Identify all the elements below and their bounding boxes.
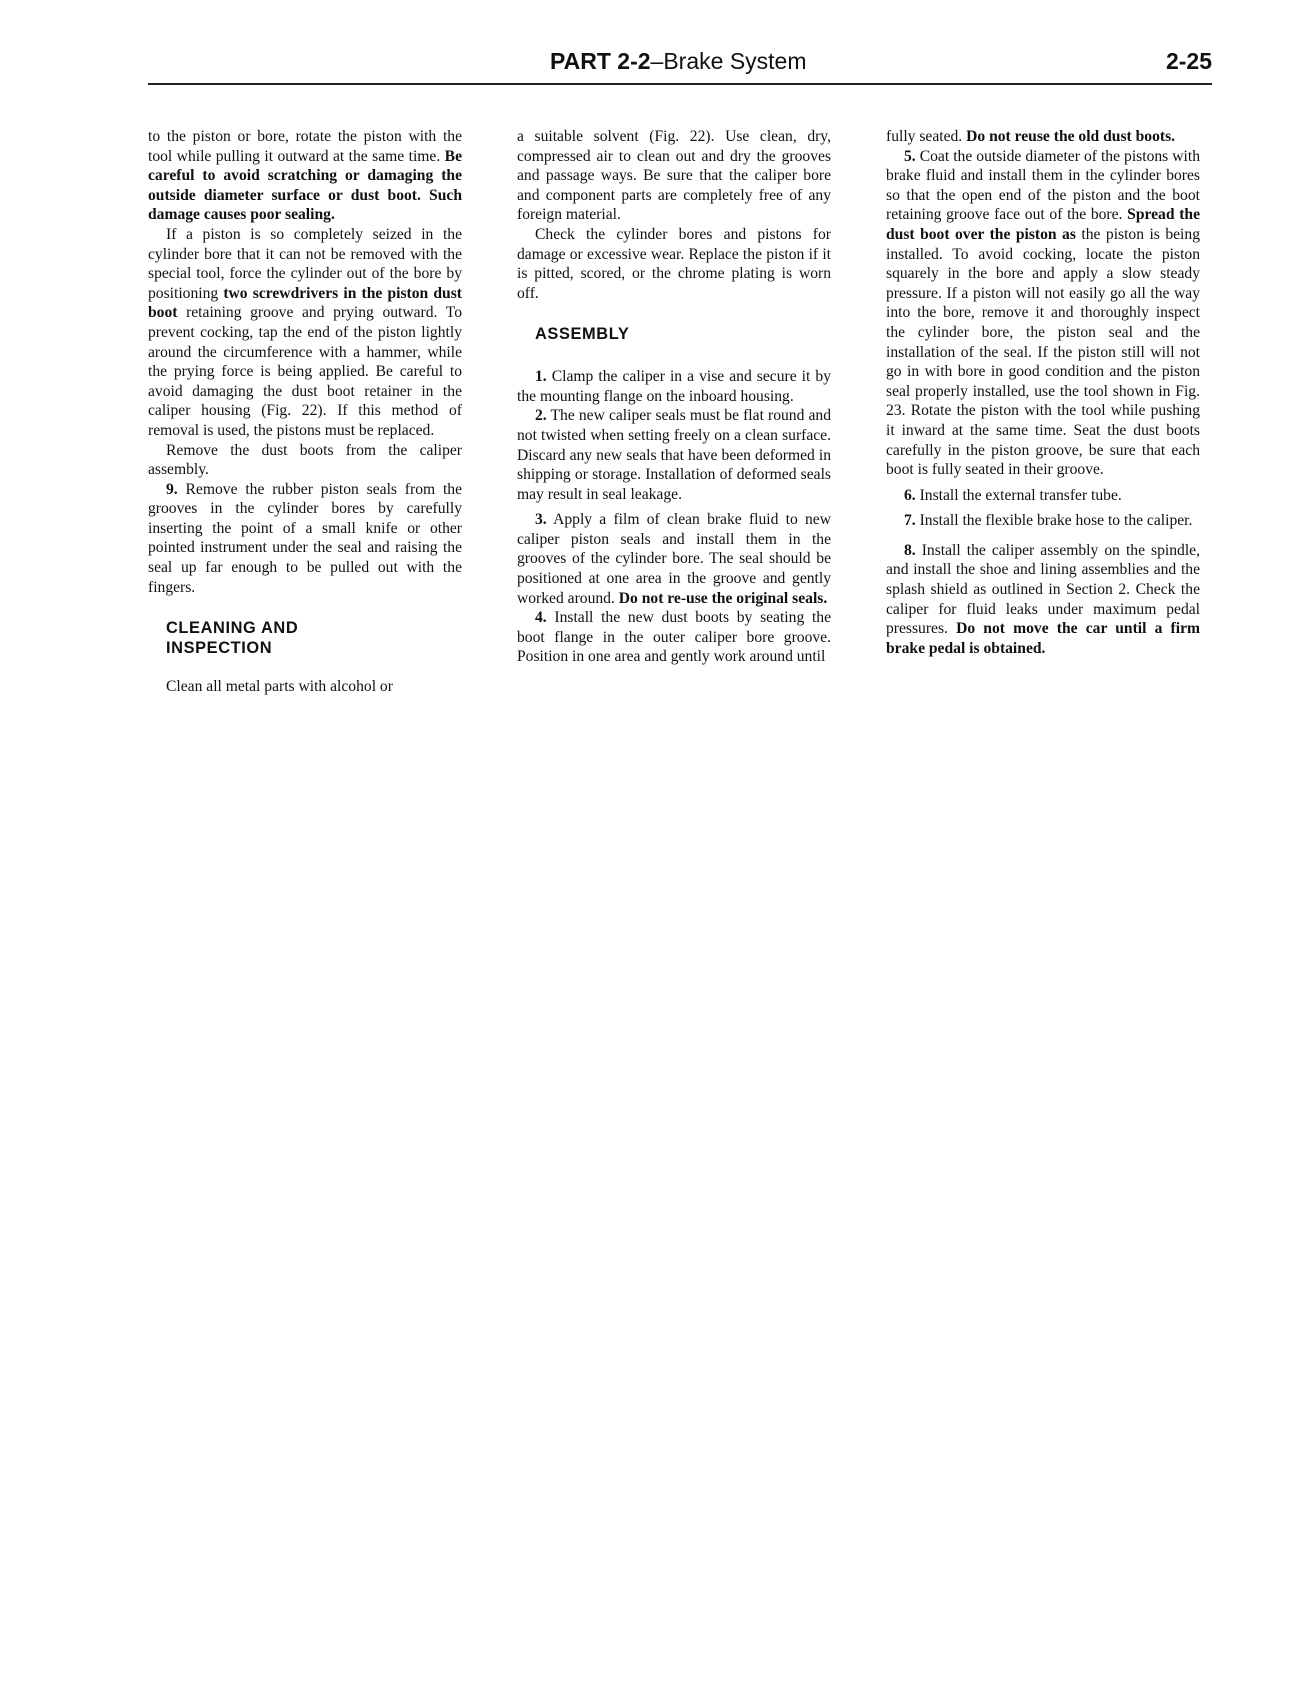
page-header bbox=[148, 48, 1212, 88]
step-text: Clamp the caliper in a vise and secure it by the mounting flange on the inboard housing. bbox=[517, 368, 831, 405]
step-9 bbox=[148, 480, 462, 598]
header-divider bbox=[148, 83, 1212, 85]
paragraph: a suitable solvent (Fig. 22). Use clean, dry, compressed air to clean out and dry the grooves and passage ways. Be sure that the caliper bore and component parts are completely free of any foreign material. bbox=[517, 128, 831, 224]
caution-text: Do not move the car until a firm brake pedal is obtained. bbox=[886, 620, 1200, 657]
paragraph-text: retaining groove and prying outward. To prevent cocking, tap the end of the piston lightly around the circumference with a hammer, while the prying force is being applied. Be careful to avoid damaging the dust boot retainer in the caliper housing (Fig. 22). If this method of removal is used, the pistons must be replaced. bbox=[148, 304, 462, 439]
heading-line: CLEANING AND bbox=[166, 619, 299, 638]
text-column-2 bbox=[517, 127, 831, 667]
step-text: Apply a film of clean brake fluid to new caliper piston seals and install them in the grooves of the cylinder bore. The seal should be positioned at one area in the groove and gently worked around. bbox=[517, 511, 831, 607]
step-6 bbox=[886, 486, 1200, 506]
step-text: The new caliper seals must be flat round and not twisted when setting freely on a clean surface. Discard any new seals that have been deformed in shipping or storage. Installation of deformed seals may result in seal leakage. bbox=[517, 407, 831, 503]
step-text: Coat the outside diameter of the pistons with brake fluid and install them in the cylinder bores so that the open end of the piston and the boot retaining groove face out of the bore. bbox=[886, 147, 1200, 224]
text-column-1 bbox=[148, 127, 462, 696]
step-text: Install the caliper assembly on the spindle, and install the shoe and lining assemblies and the splash shield as outlined in Section 2. Check the caliper for fluid leaks under maximum pedal pressures. bbox=[886, 541, 1200, 638]
text-column-3 bbox=[886, 127, 1200, 658]
step-number: 3. bbox=[535, 511, 547, 529]
section-title bbox=[550, 48, 807, 75]
step-5 bbox=[886, 147, 1200, 480]
caution-text: Do not re-use the original seals. bbox=[618, 589, 828, 607]
caution-text: Do not reuse the old dust boots. bbox=[966, 128, 1176, 145]
step-number: 1. bbox=[535, 368, 547, 386]
page-number: 2-25 bbox=[1165, 48, 1212, 74]
step-number: 6. bbox=[904, 486, 916, 504]
step-number: 7. bbox=[904, 512, 916, 530]
paragraph-text: If a piston is so completely seized in the cylinder bore that it can not be removed with the special tool, force the cylinder out of the bore by positioning bbox=[148, 225, 462, 302]
step-number: 8. bbox=[904, 541, 916, 559]
paragraph: Check the cylinder bores and pistons for damage or excessive wear. Replace the piston if it is pitted, scored, or the chrome plating is worn off. bbox=[517, 225, 831, 302]
step-text: Install the flexible brake hose to the caliper. bbox=[915, 512, 1193, 530]
paragraph-text: fully seated. bbox=[886, 128, 967, 145]
step-text: Install the new dust boots by seating the boot flange in the outer caliper bore groove. Position in one area and gently work around until bbox=[517, 609, 831, 666]
section-heading-assembly: ASSEMBLY bbox=[535, 325, 630, 344]
step-number: 9. bbox=[166, 480, 178, 498]
step-1 bbox=[517, 367, 831, 406]
step-text: the piston is being installed. To avoid cocking, locate the piston squarely in the bore and apply a slow steady pressure. If a piston will not easily go all the way into the bore, remove it and thoroughly inspect the cylinder bore, the piston seal and the installation of the seal. If the piston still will not go in with bore in good condition and the piston seal properly installed, use the tool shown in Fig. 23. Rotate the piston with the tool while pushing it inward at the same time. Seat the dust boots carefully in the piston groove, be sure that each boot is fully seated in their groove. bbox=[886, 225, 1200, 479]
heading-line: INSPECTION bbox=[166, 639, 273, 658]
paragraph bbox=[148, 225, 462, 441]
paragraph: Remove the dust boots from the caliper assembly. bbox=[148, 441, 462, 479]
section-name: Brake System bbox=[663, 48, 807, 74]
step-number: 5. bbox=[904, 147, 916, 165]
emphasis-text: Spread the dust boot over the piston as bbox=[886, 206, 1200, 243]
title-separator: – bbox=[650, 48, 664, 74]
caution-text: Be careful to avoid scratching or damaging the outside diameter surface or dust boot. Such damage causes poor sealing. bbox=[148, 147, 462, 224]
paragraph: Clean all metal parts with alcohol or bbox=[166, 677, 393, 695]
emphasis-text: two screwdrivers in the piston dust boot bbox=[148, 284, 462, 322]
step-7 bbox=[886, 511, 1200, 531]
step-2 bbox=[517, 406, 831, 504]
step-8 bbox=[886, 541, 1200, 659]
section-heading-cleaning bbox=[166, 619, 462, 659]
step-3 bbox=[517, 510, 831, 608]
step-4 bbox=[517, 608, 831, 667]
part-label: PART 2-2 bbox=[550, 48, 651, 74]
paragraph-text: to the piston or bore, rotate the piston with the tool while pulling it outward at the same time. bbox=[148, 128, 462, 165]
step-text: Remove the rubber piston seals from the grooves in the cylinder bores by carefully inserting the point of a small knife or other pointed instrument under the seal and raising the seal up far enough to be pulled out with the fingers. bbox=[148, 480, 462, 596]
step-number: 2. bbox=[535, 407, 547, 425]
paragraph bbox=[886, 127, 1200, 147]
paragraph bbox=[148, 127, 462, 225]
step-number: 4. bbox=[535, 609, 547, 627]
step-text: Install the external transfer tube. bbox=[915, 486, 1122, 504]
